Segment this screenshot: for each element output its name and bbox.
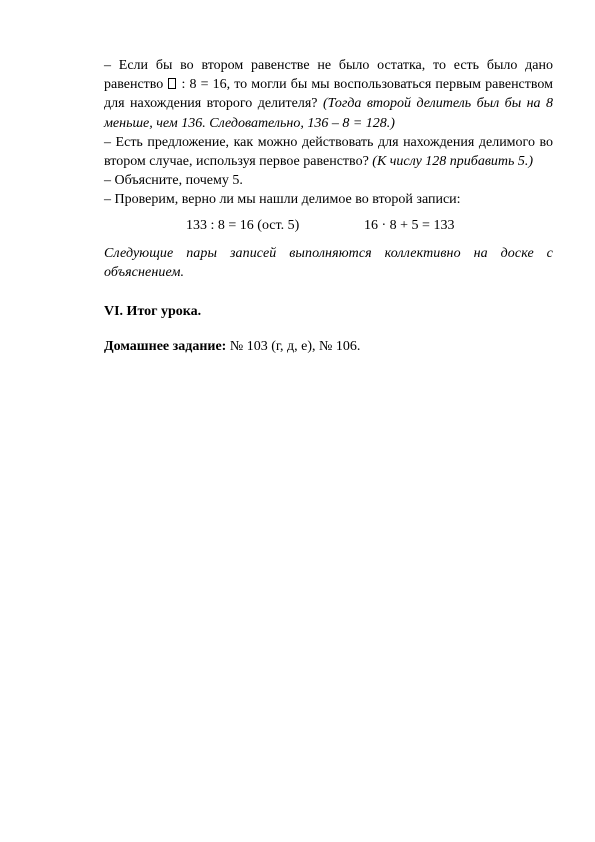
homework-line	[104, 337, 553, 356]
paragraph-1-text-before-box: – Если бы во втором равенстве не было остатка, то есть было дано равенство	[104, 58, 553, 93]
homework-value: № 103 (г, д, е), № 106.	[226, 339, 361, 355]
paragraph-2-text: – Есть предложение, как можно действовать для нахождения делимого во втором случае, используя первое равенство?	[104, 134, 553, 170]
paragraph-check	[104, 190, 553, 209]
paragraph-3-text: – Объясните, почему 5.	[104, 173, 243, 189]
section-heading: VI. Итог урока.	[104, 304, 202, 320]
paragraph-2-answer: (К числу 128 прибавить 5.)	[372, 154, 534, 170]
equation-division: 133 : 8 = 16 (ост. 5)	[186, 217, 300, 233]
paragraph-question-dividend	[104, 133, 553, 171]
instruction-note: Следующие пары записей выполняются коллективно на доске с объяснением.	[104, 245, 553, 280]
document-body	[104, 56, 553, 356]
paragraph-1-text-after-box: : 8 = 16, то могли бы мы воспользоваться первым равенством для нахождения второго делителя?	[104, 77, 553, 112]
equation-row	[104, 212, 553, 240]
paragraph-explain	[104, 171, 553, 190]
paragraph-question-divisor	[104, 56, 553, 133]
empty-box-icon	[168, 78, 176, 89]
equation-check: 16 · 8 + 5 = 133	[364, 217, 455, 233]
paragraph-1-answer: (Тогда второй делитель был бы на 8 меньше, чем 136. Следовательно, 136 – 8 = 128.)	[104, 96, 553, 131]
paragraph-4-text: – Проверим, верно ли мы нашли делимое во второй записи:	[104, 192, 461, 208]
homework-label: Домашнее задание:	[104, 339, 227, 355]
